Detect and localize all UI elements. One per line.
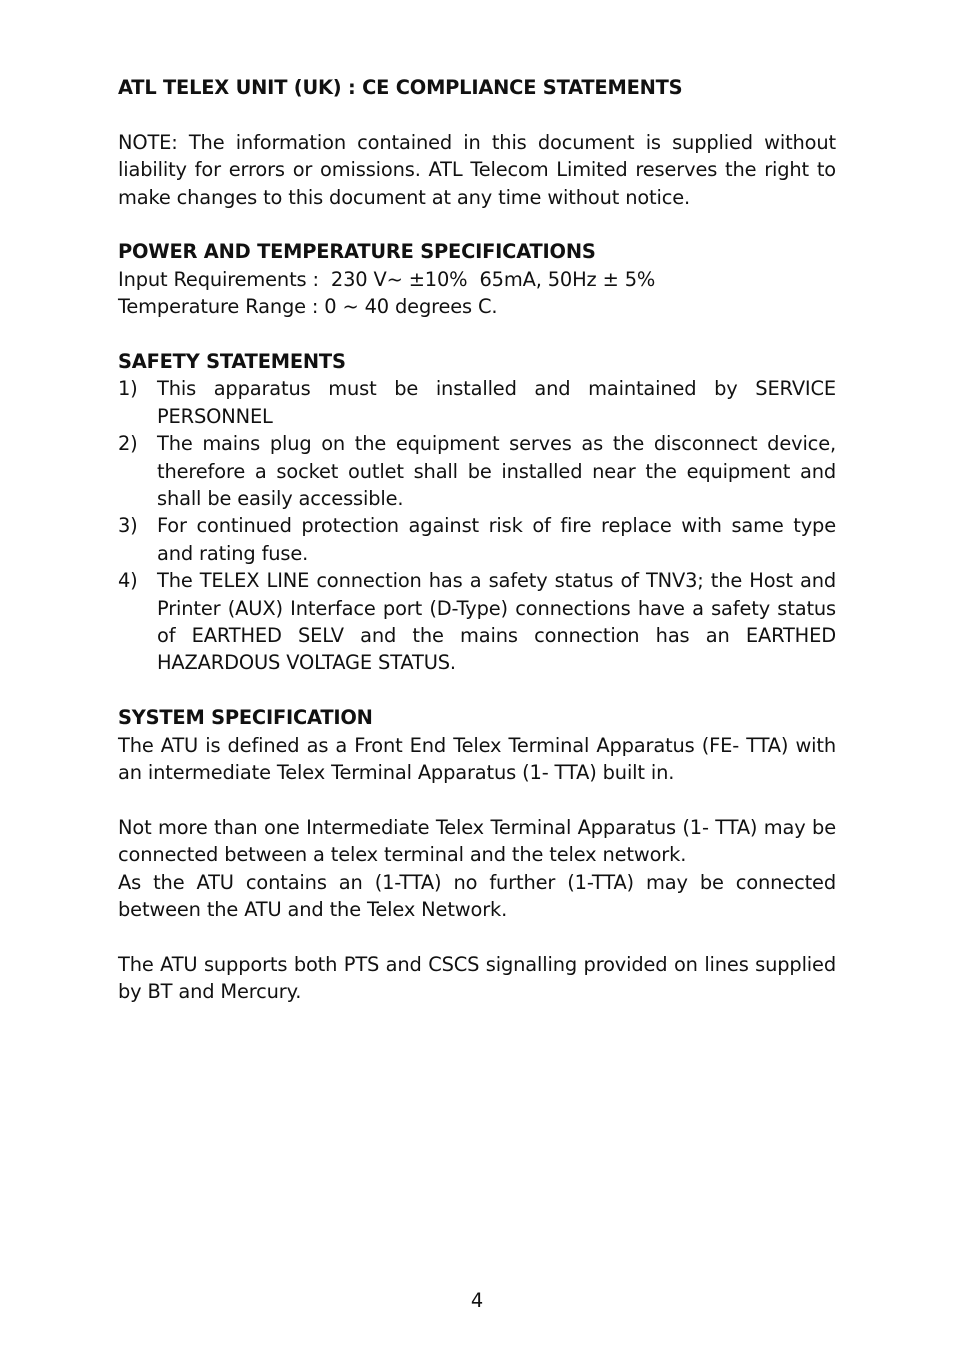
spacer [118, 787, 836, 814]
document-page [118, 74, 836, 1006]
document-title: ATL TELEX UNIT (UK) : CE COMPLIANCE STATEMENTS [118, 76, 683, 99]
safety-item [118, 567, 836, 677]
safety-item-number: 4) [118, 569, 138, 593]
system-paragraph: As the ATU contains an (1-TTA) no further (1-TTA) may be connected between the ATU and the Telex Network. [118, 870, 836, 922]
safety-item-text: The TELEX LINE connection has a safety status of TNV3; the Host and Printer (AUX) Interface port (D-Type) connections have a safety status of EARTHED SELV and the mains connection has an EARTHED HAZARDOUS VOLTAGE STATUS. [157, 569, 836, 675]
safety-item [118, 512, 836, 567]
safety-item-text: For continued protection against risk of fire replace with same type and rating fuse. [157, 514, 836, 565]
temperature-range: Temperature Range : 0 ~ 40 degrees C. [118, 295, 498, 319]
power-heading: POWER AND TEMPERATURE SPECIFICATIONS [118, 240, 596, 264]
safety-item-number: 3) [118, 514, 138, 538]
page-number: 4 [470, 1289, 484, 1312]
disclaimer-note: NOTE: The information contained in this document is supplied without liability for errors or omissions. ATL Telecom Limited reserves the right to make changes to this document at any time without notice. [118, 130, 836, 209]
spacer [118, 211, 836, 238]
safety-list [118, 375, 836, 676]
safety-item-text: The mains plug on the equipment serves as the disconnect device, therefore a socket outlet shall be installed near the equipment and shall be easily accessible. [157, 432, 836, 511]
spacer [118, 101, 836, 128]
spacer [118, 924, 836, 951]
safety-heading: SAFETY STATEMENTS [118, 350, 346, 374]
safety-item-text: This apparatus must be installed and maintained by SERVICE PERSONNEL [157, 377, 836, 428]
safety-item-number: 1) [118, 377, 138, 401]
safety-item [118, 430, 836, 512]
spacer [118, 321, 836, 348]
safety-item-number: 2) [118, 432, 138, 456]
safety-item [118, 375, 836, 430]
system-heading: SYSTEM SPECIFICATION [118, 706, 373, 730]
system-paragraph: The ATU is defined as a Front End Telex Terminal Apparatus (FE- TTA) with an intermediate Telex Terminal Apparatus (1- TTA) built in. [118, 733, 836, 785]
spacer [118, 677, 836, 704]
system-paragraph: The ATU supports both PTS and CSCS signalling provided on lines supplied by BT and Mercury. [118, 952, 836, 1004]
input-requirements: Input Requirements : 230 V~ ±10% 65mA, 50Hz ± 5% [118, 267, 656, 291]
system-paragraph: Not more than one Intermediate Telex Terminal Apparatus (1- TTA) may be connected between a telex terminal and the telex network. [118, 815, 836, 867]
